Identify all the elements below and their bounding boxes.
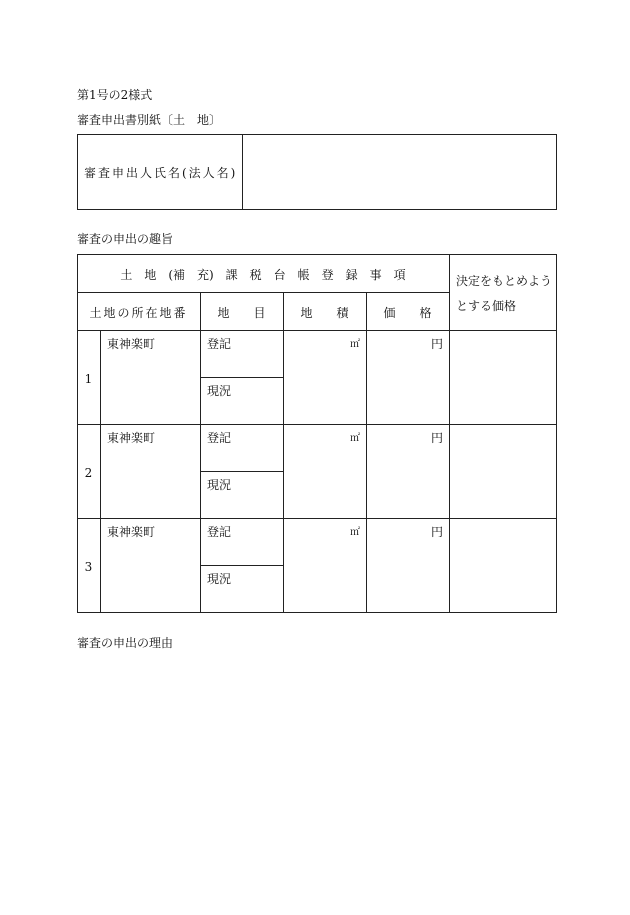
row-value-unit: 円	[430, 337, 443, 351]
form-number: 第1号の2様式	[77, 88, 153, 102]
row-number: 2	[84, 466, 93, 480]
row-registered-label: 登記	[207, 525, 232, 539]
row-current-label: 現況	[207, 384, 232, 398]
row-area-unit: ㎡	[350, 527, 360, 538]
price-header-line2: とする価格	[456, 299, 517, 313]
row-number: 1	[84, 372, 93, 386]
row-area-unit: ㎡	[350, 433, 360, 444]
row-registered-label: 登記	[207, 431, 232, 445]
row-value-unit: 円	[430, 431, 443, 445]
row-area-unit: ㎡	[350, 339, 360, 350]
col-value-header: 価 格	[383, 306, 432, 320]
applicant-label: 審査申出人氏名(法人名)	[84, 166, 238, 180]
col-location-header: 土地の所在地番	[89, 306, 188, 320]
col-category-header: 地 目	[217, 306, 266, 320]
row-registered-label: 登記	[207, 337, 232, 351]
row-number: 3	[84, 560, 93, 574]
price-header-line1: 決定をもとめよう	[456, 274, 553, 288]
row-location: 東神楽町	[107, 337, 156, 351]
col-area-header: 地 積	[300, 306, 349, 320]
row-location: 東神楽町	[107, 431, 156, 445]
form-title: 審査申出書別紙〔土 地〕	[77, 113, 222, 127]
purpose-heading: 審査の申出の趣旨	[77, 232, 174, 246]
table-header-main: 土 地 (補 充) 課 税 台 帳 登 録 事 項	[120, 268, 406, 282]
reason-heading: 審査の申出の理由	[77, 636, 174, 650]
row-current-label: 現況	[207, 572, 232, 586]
row-value-unit: 円	[430, 525, 443, 539]
row-location: 東神楽町	[107, 525, 156, 539]
row-current-label: 現況	[207, 478, 232, 492]
